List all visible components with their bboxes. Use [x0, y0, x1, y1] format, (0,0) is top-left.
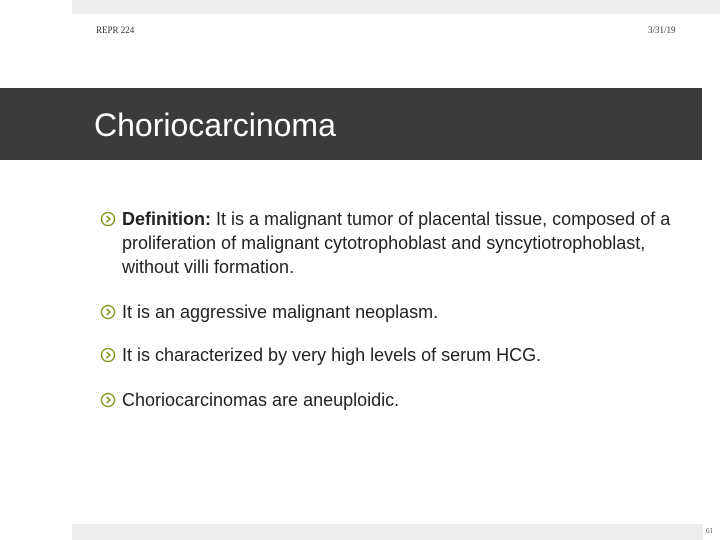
circle-arrow-bullet-icon [100, 211, 116, 227]
bullet-item-aneuploidic [100, 388, 700, 412]
bullet-text [122, 207, 700, 279]
bullet-text: It is an aggressive malignant neoplasm. [122, 302, 439, 322]
circle-arrow-bullet-icon [100, 392, 116, 408]
bullet-item-aggressive [100, 300, 700, 324]
definition-body: It is a malignant tumor of placental tissue, composed of a proliferation of malignant cytotrophoblast and syncytiotrophoblast, without villi formation. [122, 209, 671, 277]
course-code: REPR 224 [96, 25, 135, 35]
slide-title: Choriocarcinoma [94, 107, 336, 143]
top-decor-strip [72, 0, 720, 14]
bullet-item-definition [100, 207, 700, 279]
bullet-text: It is characterized by very high levels of serum HCG. [122, 345, 542, 365]
bottom-decor-strip [72, 524, 703, 540]
slide-date: 3/31/19 [648, 25, 676, 35]
circle-arrow-bullet-icon [100, 347, 116, 363]
definition-label: Definition: [122, 209, 211, 229]
circle-arrow-bullet-icon [100, 304, 116, 320]
bullet-item-hcg [100, 343, 700, 367]
bullet-text: Choriocarcinomas are aneuploidic. [122, 390, 400, 410]
page-number: 61 [706, 527, 713, 535]
